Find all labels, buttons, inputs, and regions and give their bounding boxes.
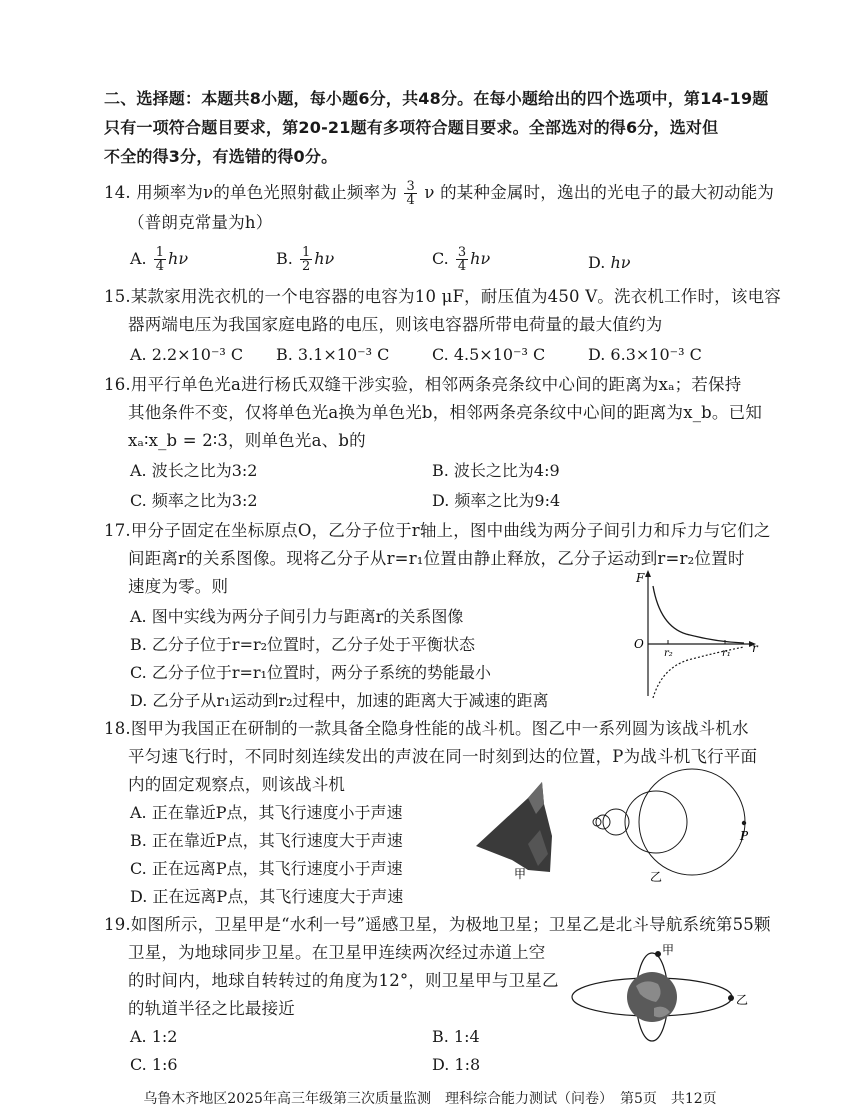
section-header-line-3: 不全的得3分，有选错的得0分。: [104, 147, 338, 166]
q15-number: 15.: [104, 287, 131, 306]
q14-number: 14.: [104, 183, 131, 202]
q19-stem-line-4: 的轨道半径之比最接近: [128, 999, 295, 1018]
q14-fraction: $\frac{3}{4}$: [406, 179, 415, 208]
q19-option-b: B. 1:4: [432, 1027, 480, 1046]
q19-option-c: C. 1:6: [130, 1055, 178, 1074]
q18-point-p: [742, 821, 746, 825]
q17-option-d: D. 乙分子从r₁运动到r₂过程中，加速的距离大于减速的距离: [130, 691, 549, 710]
page-footer: 乌鲁木齐地区2025年高三年级第三次质量监测 理科综合能力测试（问卷） 第5页 共12页: [143, 1091, 717, 1107]
q18-option-b: B. 正在靠近P点，其飞行速度大于声速: [130, 831, 403, 850]
q16-option-a: A. 波长之比为3:2: [130, 461, 258, 480]
q18-fig-jia-label: 甲: [514, 867, 527, 881]
q18-point-p-label: P: [740, 829, 749, 843]
q17-origin-label: O: [634, 637, 644, 651]
q15-option-c: C. 4.5×10⁻³ C: [432, 345, 546, 364]
q19-number: 19.: [104, 915, 131, 934]
q17-number: 17.: [104, 521, 131, 540]
q19-stem-line-3: 的时间内，地球自转转过的角度为12°，则卫星甲与卫星乙: [128, 971, 559, 990]
q15-option-d: D. 6.3×10⁻³ C: [588, 345, 702, 364]
q14-stem-line-1: 14. 用频率为ν的单色光照射截止频率为 $\frac{3}{4}$ ν 的某种金属时，逸出的光电子的最大初动能为: [104, 179, 775, 208]
q14-option-a: A. $\frac{1}{4}$ hν: [130, 245, 189, 274]
q18-sound-wave-circles: [584, 768, 764, 886]
q15-option-b: B. 3.1×10⁻³ C: [276, 345, 390, 364]
q17-stem-line-2: 间距离r的关系图像。现将乙分子从r=r₁位置由静止释放，乙分子运动到r=r₂位置时: [128, 549, 745, 568]
q17-r1-label: r₁: [722, 648, 731, 659]
q16-number: 16.: [104, 375, 131, 394]
q14-option-b: B. $\frac{1}{2}$ hν: [276, 245, 335, 274]
q18-stem-line-2: 平匀速飞行时，不同时刻连续发出的声波在同一时刻到达的位置，P为战斗机飞行平面: [128, 747, 758, 766]
q18-circle-1: [639, 769, 745, 875]
q14-option-c: C. $\frac{3}{4}$ hν: [432, 245, 491, 274]
q16-stem-line-3: xₐ∶x_b = 2∶3，则单色光a、b的: [128, 431, 366, 450]
q19-option-d: D. 1:8: [432, 1055, 481, 1074]
q17-x-label: r: [752, 641, 758, 655]
q19-satellite-jia: [655, 951, 661, 957]
q16-option-b: B. 波长之比为4:9: [432, 461, 560, 480]
q17-solid-curve: [653, 586, 744, 643]
q17-option-c: C. 乙分子位于r=r₁位置时，两分子系统的势能最小: [130, 663, 491, 682]
q17-force-graph: [626, 568, 760, 704]
section-header-line-1: 二、选择题：本题共8小题，每小题6分，共48分。在每小题给出的四个选项中，第14-19题: [104, 89, 769, 108]
q18-stem-line-1: 18.图甲为我国正在研制的一款具备全隐身性能的战斗机。图乙中一系列圆为该战斗机水: [104, 719, 749, 738]
q18-option-a: A. 正在靠近P点，其飞行速度小于声速: [130, 803, 403, 822]
q17-r2-label: r₂: [664, 648, 673, 659]
q17-y-label: F: [636, 571, 645, 585]
q17-stem-line-1: 17.甲分子固定在坐标原点O，乙分子位于r轴上，图中曲线为两分子间引力和斥力与它们之: [104, 521, 771, 540]
q17-y-arrow: [645, 570, 651, 577]
q16-stem-line-2: 其他条件不变，仅将单色光a换为单色光b，相邻两条亮条纹中心间的距离为x_b。已知: [128, 403, 763, 422]
q19-option-a: A. 1:2: [130, 1027, 178, 1046]
q16-stem-line-1: 16.用平行单色光a进行杨氏双缝干涉实验，相邻两条亮条纹中心间的距离为xₐ；若保持: [104, 375, 742, 394]
q15-stem-line-2: 器两端电压为我国家庭电路的电压，则该电容器所带电荷量的最大值约为: [128, 315, 663, 334]
q17-stem-line-3: 速度为零。则: [128, 577, 229, 596]
q18-circle-2: [625, 791, 687, 853]
q15-option-a: A. 2.2×10⁻³ C: [130, 345, 244, 364]
q18-option-d: D. 正在远离P点，其飞行速度大于声速: [130, 887, 404, 906]
q16-option-c: C. 频率之比为3:2: [130, 491, 258, 510]
q14-stem-line-2: （普朗克常量为h）: [128, 213, 273, 232]
q15-stem-line-1: 15.某款家用洗衣机的一个电容器的电容为10 μF，耐压值为450 V。洗衣机工作时，该电容: [104, 287, 782, 306]
q19-sat-yi-label: 乙: [736, 993, 749, 1007]
q17-option-a: A. 图中实线为两分子间引力与距离r的关系图像: [130, 607, 464, 626]
q18-option-c: C. 正在远离P点，其飞行速度小于声速: [130, 859, 403, 878]
q18-number: 18.: [104, 719, 131, 738]
q19-stem-line-1: 19.如图所示，卫星甲是“水利一号”遥感卫星，为极地卫星；卫星乙是北斗导航系统第55颗: [104, 915, 771, 934]
q16-option-d: D. 频率之比为9:4: [432, 491, 561, 510]
q18-stealth-jet-figure: [468, 774, 578, 884]
q19-satellite-yi: [728, 995, 734, 1001]
q17-option-b: B. 乙分子位于r=r₂位置时，乙分子处于平衡状态: [130, 635, 476, 654]
q14-option-d: D. hν: [588, 253, 631, 272]
q19-stem-line-2: 卫星，为地球同步卫星。在卫星甲连续两次经过赤道上空: [128, 943, 546, 962]
q18-stem-line-3: 内的固定观察点，则该战斗机: [128, 775, 346, 794]
q19-sat-jia-label: 甲: [662, 943, 675, 957]
section-header-line-2: 只有一项符合题目要求，第20-21题有多项符合题目要求。全部选对的得6分，选对但: [104, 118, 719, 137]
q19-satellite-orbits-figure: [566, 942, 766, 1042]
q18-fig-yi-label: 乙: [650, 870, 663, 884]
